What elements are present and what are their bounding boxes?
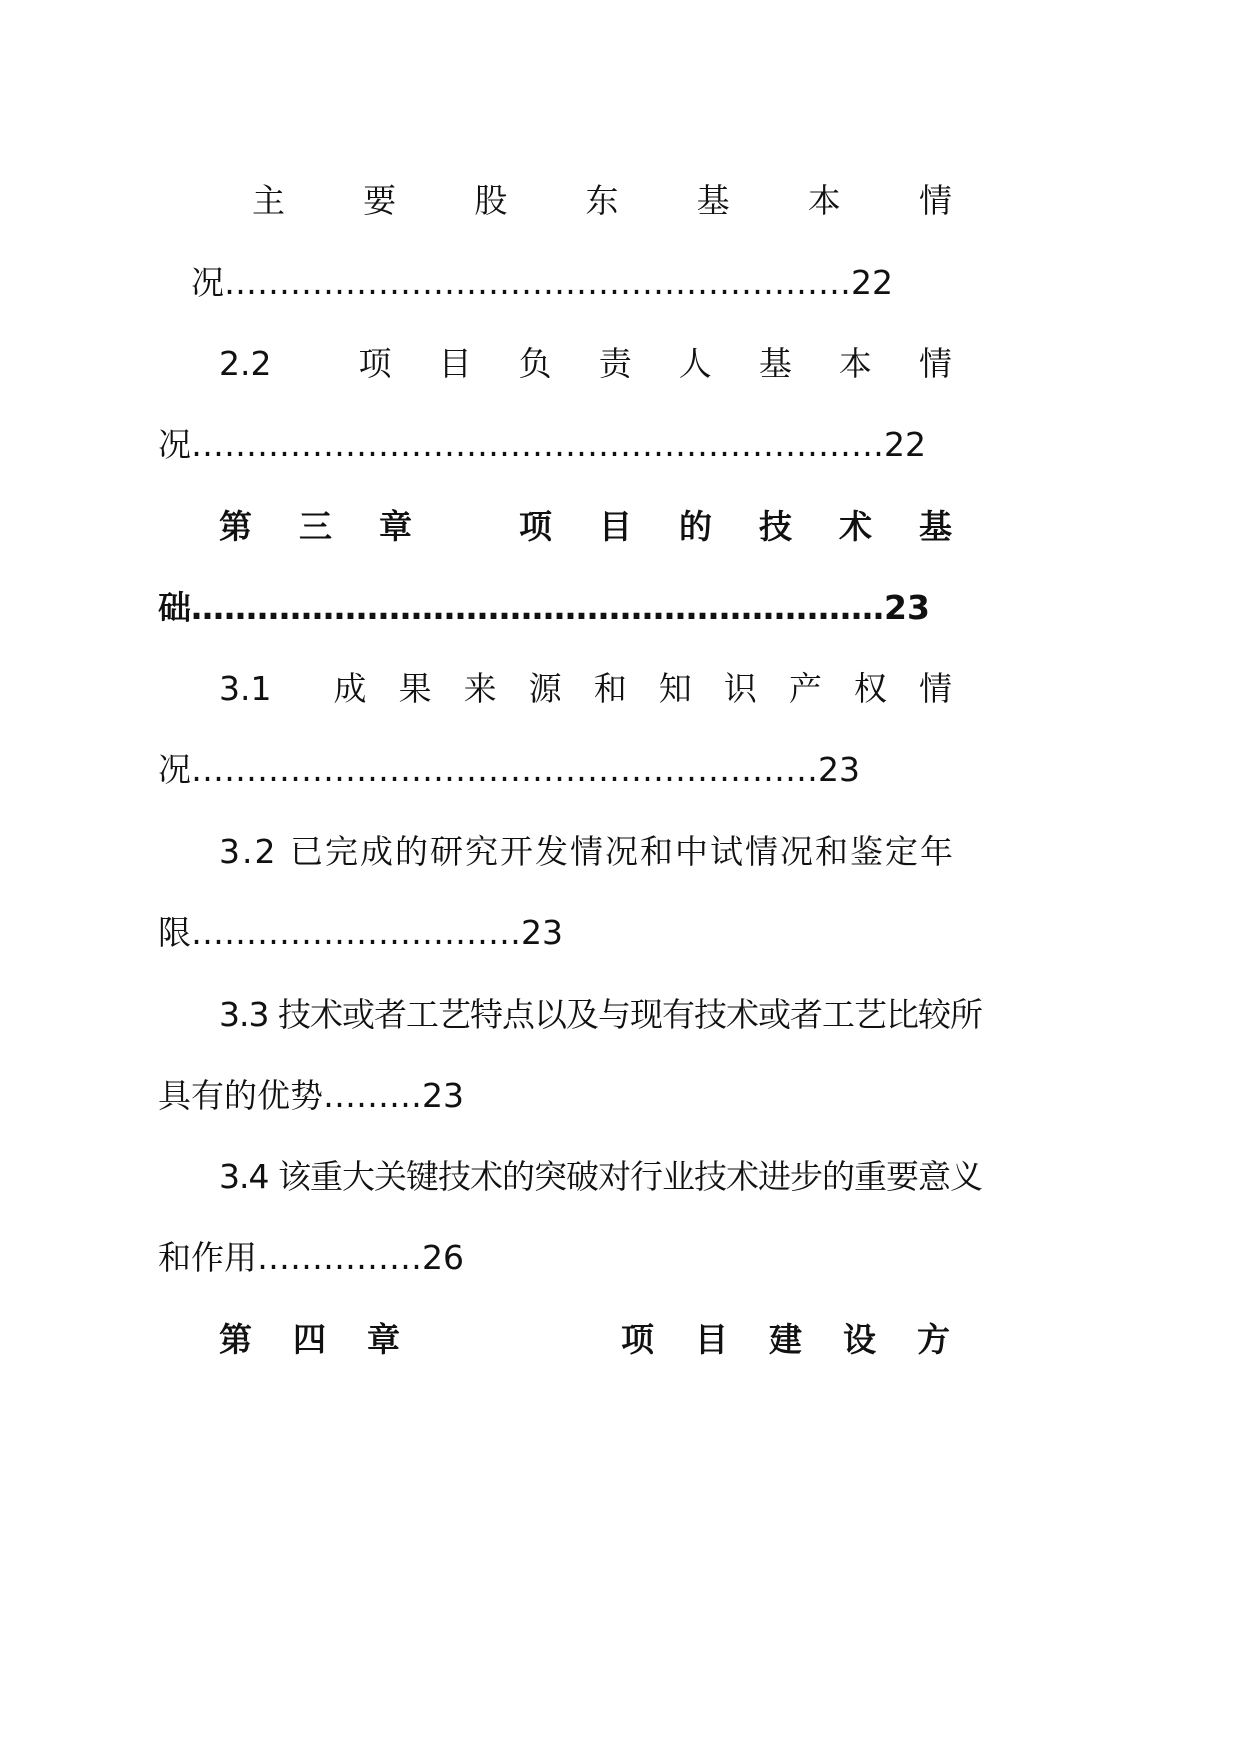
toc-entry-3-1-line2: 况…………………………………………………23 — [158, 750, 860, 789]
toc-char: 项 — [621, 1320, 654, 1359]
toc-char: 技 — [759, 507, 792, 546]
toc-char: 设 — [843, 1320, 876, 1359]
toc-char: 章 — [379, 507, 412, 546]
toc-chapter-4-line1 — [219, 1315, 952, 1365]
toc-char: 责 — [598, 344, 632, 383]
toc-chapter-3-line2: 础………………………………………………………23 — [158, 588, 930, 627]
toc-char: 识 — [723, 669, 757, 708]
toc-char: 主 — [252, 181, 285, 220]
toc-char: 项 — [519, 507, 552, 546]
toc-char: 目 — [695, 1320, 728, 1359]
toc-char: 本 — [807, 181, 841, 220]
toc-char: 第 — [219, 1320, 252, 1359]
toc-entry-3-3-line2: 具有的优势………23 — [158, 1076, 464, 1115]
toc-char: 目 — [599, 507, 632, 546]
toc-entry-shareholders-line2: 况…………………………………………………22 — [191, 263, 893, 302]
toc-char: 三 — [299, 507, 332, 546]
toc-char: 要 — [363, 181, 397, 220]
toc-entry-3-1-line1 — [219, 664, 952, 714]
toc-char: 产 — [788, 669, 822, 708]
toc-char: 四 — [293, 1320, 326, 1359]
toc-char: 人 — [678, 344, 712, 383]
toc-char: 项 — [358, 344, 392, 383]
toc-entry-2-2-line2: 况………………………………………………………22 — [158, 425, 926, 464]
toc-entry-3-4-line2: 和作用……………26 — [158, 1238, 464, 1277]
toc-char: 的 — [679, 507, 712, 546]
toc-char: 来 — [463, 669, 497, 708]
toc-char: 知 — [658, 669, 692, 708]
toc-char: 第 — [219, 507, 252, 546]
toc-entry-3-3-line1: 3.3 技术或者工艺特点以及与现有技术或者工艺比较所 — [219, 995, 982, 1034]
toc-char: 建 — [769, 1320, 802, 1359]
toc-char: 股 — [474, 181, 508, 220]
toc-char: 方 — [917, 1320, 950, 1359]
toc-chapter-3-line1 — [219, 502, 952, 552]
toc-section-number: 2.2 — [219, 344, 272, 383]
toc-char: 本 — [838, 344, 872, 383]
toc-char: 权 — [853, 669, 887, 708]
toc-entry-2-2-line1 — [219, 339, 952, 389]
toc-entry-shareholders-line1 — [252, 176, 952, 226]
toc-char: 果 — [398, 669, 432, 708]
toc-section-number: 3.1 — [219, 669, 272, 708]
toc-char: 章 — [367, 1320, 400, 1359]
toc-char: 和 — [593, 669, 627, 708]
toc-char: 东 — [585, 181, 619, 220]
toc-char: 术 — [839, 507, 872, 546]
toc-char: 情 — [918, 669, 952, 708]
toc-entry-3-2-line1: 3.2 已完成的研究开发情况和中试情况和鉴定年 — [219, 832, 955, 871]
toc-char: 情 — [918, 181, 952, 220]
toc-char: 目 — [438, 344, 472, 383]
toc-char: 基 — [919, 507, 952, 546]
toc-char: 负 — [518, 344, 552, 383]
toc-char: 基 — [696, 181, 730, 220]
toc-char: 成 — [333, 669, 367, 708]
toc-entry-3-2-line2: 限…………………………23 — [158, 913, 563, 952]
toc-entry-3-4-line1: 3.4 该重大关键技术的突破对行业技术进步的重要意义 — [219, 1157, 982, 1196]
toc-char: 情 — [918, 344, 952, 383]
toc-char: 源 — [528, 669, 562, 708]
toc-char: 基 — [758, 344, 792, 383]
